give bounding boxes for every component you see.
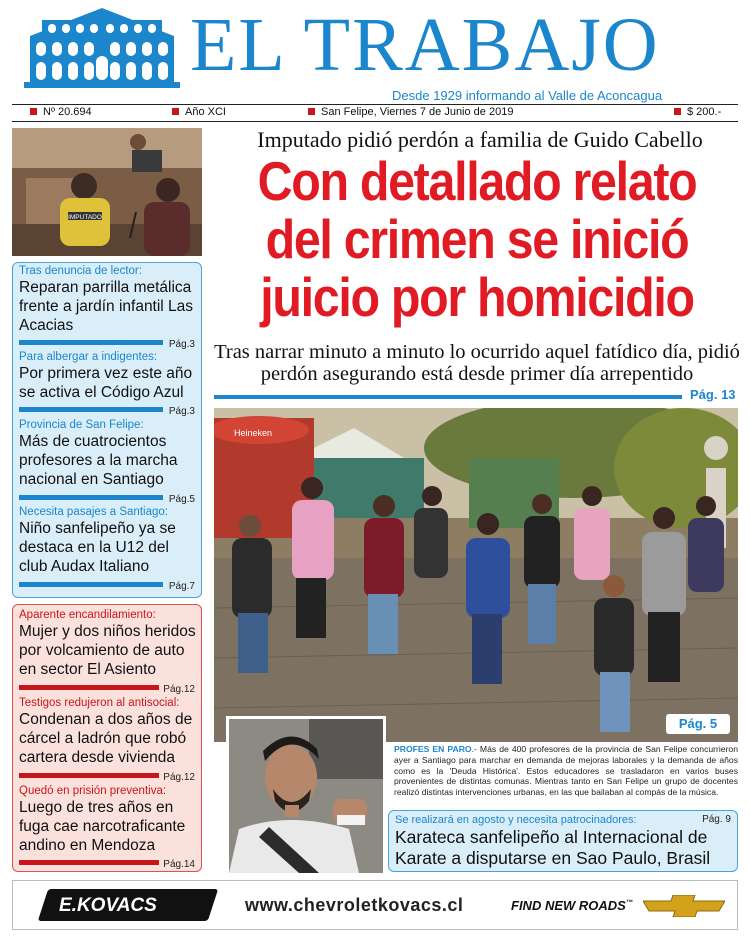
main-story-page: Pág. 13 — [690, 387, 736, 402]
brief-rule — [19, 773, 159, 778]
courtroom-photo[interactable] — [12, 128, 202, 256]
brief-kicker: Quedó en prisión preventiva: — [19, 785, 167, 797]
main-headline-line: del crimen se inició — [265, 208, 689, 270]
issue-year: Año XCI — [185, 106, 226, 118]
brief-page: Pág.5 — [168, 494, 195, 505]
brief-kicker: Provincia de San Felipe: — [19, 419, 144, 431]
ad-slogan-tm: ™ — [625, 899, 633, 907]
issue-info-bar — [12, 104, 738, 122]
brief-headline[interactable]: Por primera vez este año se activa el Código Azul — [19, 365, 193, 401]
brief-kicker: Necesita pasajes a Santiago: — [19, 506, 168, 518]
brief-rule — [19, 582, 163, 587]
chevrolet-bowtie-icon — [643, 895, 725, 917]
deck-rule — [214, 395, 682, 399]
brief-headline[interactable]: Condenan a dos años de cárcel a ladrón que robó cartera desde vivienda — [19, 711, 193, 766]
ad-slogan — [511, 898, 633, 913]
photo-caption — [394, 744, 738, 798]
brief-kicker: Testigos redujeron al antisocial: — [19, 697, 180, 709]
main-story-deck: Tras narrar minuto a minuto lo ocurrido aquel fatídico día, pidió perdón asegurando está desde primer día arrepentido — [214, 341, 740, 385]
briefs-box-blue — [12, 262, 202, 598]
vest-text: IMPUTADO — [68, 214, 102, 221]
chevrolet-kovacs-ad[interactable] — [12, 880, 738, 930]
teachers-protest-photo[interactable] — [214, 408, 738, 742]
karate-story-box — [388, 810, 738, 872]
brief-headline[interactable]: Niño sanfelipeño ya se destaca en la U12 del club Audax Italiano — [19, 520, 176, 575]
brief-kicker: Aparente encandilamiento: — [19, 609, 156, 621]
price: $ 200.- — [687, 106, 722, 118]
brief-page: Pág.3 — [168, 406, 195, 417]
briefs-box-red — [12, 604, 202, 872]
bullet-square-icon — [172, 108, 179, 115]
newspaper-title[interactable]: EL TRABAJO — [190, 3, 660, 87]
portrait-illustration — [229, 719, 383, 873]
bullet-square-icon — [308, 108, 315, 115]
brief-page: Pág.7 — [168, 581, 195, 592]
issue-number: Nº 20.694 — [43, 106, 92, 118]
photo-page-badge: Pág. 5 — [666, 714, 730, 734]
bullet-square-icon — [674, 108, 681, 115]
brief-kicker: Tras denuncia de lector: — [19, 265, 142, 277]
protest-photo-illustration — [214, 408, 738, 742]
brief-headline[interactable]: Más de cuatrocientos profesores a la marcha nacional en Santiago — [19, 433, 178, 488]
brief-kicker: Para albergar a indigentes: — [19, 351, 158, 363]
tagline: Desde 1929 informando al Valle de Aconcagua — [392, 88, 663, 103]
kovacs-brand: E.KOVACS — [59, 895, 157, 916]
caption-lead: PROFES EN PARO — [394, 744, 472, 754]
karate-kicker: Se realizará en agosto y necesita patrocinadores: — [395, 814, 637, 826]
brief-page: Pág.12 — [163, 684, 195, 695]
brief-page: Pág.14 — [163, 859, 195, 870]
brief-page: Pág.12 — [163, 772, 195, 783]
newspaper-building-logo — [22, 6, 182, 90]
photo-sign-text: Heineken — [234, 428, 273, 438]
brief-rule — [19, 495, 163, 500]
main-headline[interactable] — [244, 152, 710, 326]
ad-url[interactable]: www.chevroletkovacs.cl — [245, 895, 464, 915]
place-date: San Felipe, Viernes 7 de Junio de 2019 — [321, 106, 514, 118]
karateka-portrait[interactable] — [226, 716, 386, 876]
brief-headline[interactable]: Mujer y dos niños heridos por volcamiento de auto en sector El Asiento — [19, 623, 196, 678]
brief-rule — [19, 340, 163, 345]
karate-page: Pág. 9 — [702, 814, 731, 825]
main-story-overline: Imputado pidió perdón a familia de Guido Cabello — [257, 127, 703, 152]
brief-headline[interactable]: Reparan parrilla metálica frente a jardín infantil Las Acacias — [19, 279, 194, 334]
brief-page: Pág.3 — [168, 339, 195, 350]
brief-rule — [19, 860, 159, 865]
caption-text: .- Más de 400 profesores de la provincia de San Felipe concurrieron ayer a Santiago para marchar en demanda de mejoras laborales y la demanda de años como es la 'Deuda Histórica'. Estos educadores se trasladaron en varios buses provenientes de distintas comunas. Mientras tanto en San Felipe un grupo de docentes realizó distintas intervenciones urbanas, en las que bailaban al compás de la música. — [394, 744, 738, 798]
karate-headline[interactable]: Karateca sanfelipeño al Internacional de Karate a disputarse en Sao Paulo, Brasil — [395, 827, 711, 868]
brief-rule — [19, 407, 163, 412]
brief-rule — [19, 685, 159, 690]
main-headline-line: juicio por homicidio — [260, 266, 694, 328]
ad-slogan-text: FIND NEW ROADS — [511, 898, 626, 913]
bullet-square-icon — [30, 108, 37, 115]
brief-headline[interactable]: Luego de tres años en fuga cae narcotraficante andino en Mendoza — [19, 799, 186, 854]
main-headline-line: Con detallado relato — [257, 150, 697, 212]
courtroom-illustration — [12, 128, 202, 256]
